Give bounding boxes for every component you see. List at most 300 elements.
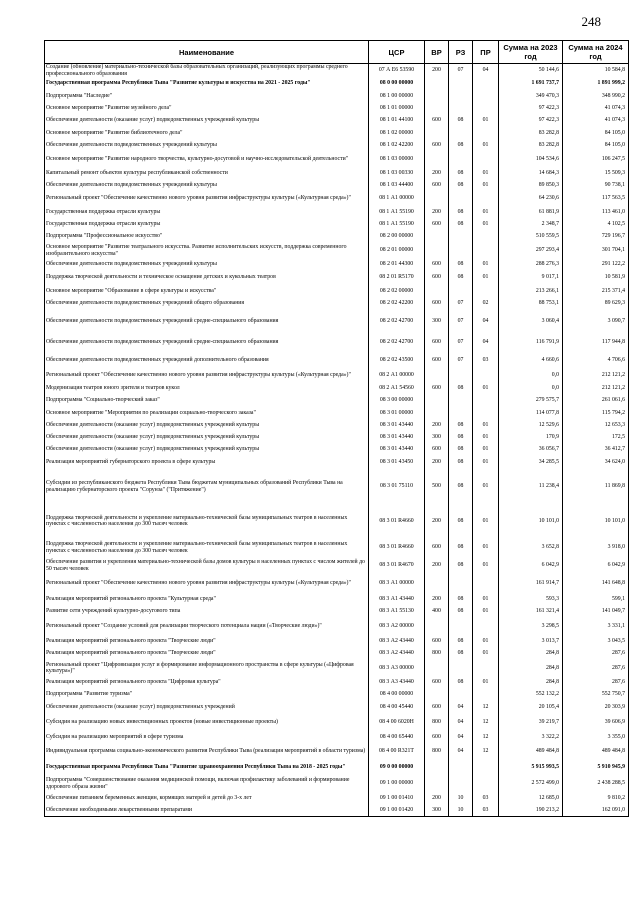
row-vr: 600: [425, 332, 449, 353]
row-rz: 08: [449, 469, 473, 504]
row-sum-2024: 36 412,7: [563, 443, 629, 456]
table-row: [45, 714, 629, 731]
row-sum-2023: 97 422,3: [499, 114, 563, 127]
row-sum-2024: 291 122,2: [563, 258, 629, 270]
row-pr: 01: [473, 167, 499, 179]
row-name: Государственная поддержка отрасли культуры: [45, 218, 369, 230]
table-row: [45, 635, 629, 647]
row-sum-2023: 3 322,2: [499, 731, 563, 743]
row-pr: [473, 243, 499, 258]
row-sum-2023: 297 293,4: [499, 243, 563, 258]
table-row: [45, 574, 629, 593]
row-rz: 08: [449, 258, 473, 270]
row-csr: 08 2 А1 54560: [369, 382, 425, 394]
row-rz: 07: [449, 297, 473, 310]
table-row: [45, 285, 629, 297]
row-csr: 09 1 00 00000: [369, 775, 425, 792]
header-csr: ЦСР: [369, 41, 425, 64]
row-pr: 01: [473, 538, 499, 557]
row-vr: [425, 77, 449, 90]
row-vr: [425, 660, 449, 676]
row-name: Субсидия на реализацию новых инвестиционных проектов (новые инвестиционные проекты): [45, 714, 369, 731]
row-rz: 08: [449, 114, 473, 127]
row-sum-2023: 114 077,8: [499, 407, 563, 419]
row-vr: 800: [425, 647, 449, 660]
row-csr: 08 1 02 42200: [369, 139, 425, 152]
table-row: [45, 443, 629, 456]
row-sum-2023: 552 132,2: [499, 688, 563, 700]
row-csr: 08 3 А1 00000: [369, 574, 425, 593]
row-sum-2024: 84 105,0: [563, 139, 629, 152]
row-pr: 01: [473, 270, 499, 285]
row-rz: [449, 368, 473, 382]
row-name: Подпрограмма "Совершенствование оказания медицинской помощи, включая профилактику заболеваний и формирование здорового образа жизни": [45, 775, 369, 792]
row-name: Государственная программа Республики Тыва "Развитие здравоохранения Республики Тыва на 2018 - 2025 годы": [45, 759, 369, 775]
row-vr: 600: [425, 258, 449, 270]
row-vr: 600: [425, 297, 449, 310]
row-sum-2024: 117 944,8: [563, 332, 629, 353]
row-sum-2024: 489 484,8: [563, 743, 629, 759]
row-name: Основное мероприятие "Мероприятия по реализации социально-творческого заказа": [45, 407, 369, 419]
row-name: Обеспечение деятельности подведомственных учреждений дополнительного образования: [45, 353, 369, 368]
row-pr: 01: [473, 443, 499, 456]
row-sum-2024: 301 704,1: [563, 243, 629, 258]
row-sum-2023: 34 285,5: [499, 456, 563, 469]
table-row: [45, 647, 629, 660]
row-name: Основное мероприятие "Развитие народного творчества, культурно-досуговой и научно-исследовательской деятельности": [45, 152, 369, 167]
row-rz: [449, 285, 473, 297]
row-sum-2024: 34 624,0: [563, 456, 629, 469]
row-vr: 600: [425, 139, 449, 152]
table-row: [45, 270, 629, 285]
row-pr: 03: [473, 792, 499, 804]
row-sum-2024: 41 074,3: [563, 114, 629, 127]
row-sum-2024: 287,6: [563, 647, 629, 660]
table-body: [45, 64, 629, 817]
row-sum-2024: 89 629,3: [563, 297, 629, 310]
row-sum-2024: 15 509,3: [563, 167, 629, 179]
row-vr: 600: [425, 270, 449, 285]
row-rz: 08: [449, 206, 473, 218]
row-sum-2023: 36 056,7: [499, 443, 563, 456]
row-sum-2023: 2 572 499,0: [499, 775, 563, 792]
row-csr: 08 2 02 43500: [369, 353, 425, 368]
row-vr: 600: [425, 179, 449, 191]
row-vr: 800: [425, 743, 449, 759]
row-csr: 07 А Е6 53590: [369, 64, 425, 78]
row-pr: [473, 368, 499, 382]
row-csr: 08 3 00 00000: [369, 394, 425, 407]
row-sum-2023: 50 144,6: [499, 64, 563, 78]
row-sum-2023: 10 101,0: [499, 504, 563, 538]
row-name: Реализация мероприятий регионального проекта "Творческие люди": [45, 647, 369, 660]
row-rz: 04: [449, 700, 473, 714]
row-csr: 08 4 00 45440: [369, 700, 425, 714]
row-rz: 08: [449, 676, 473, 688]
row-sum-2023: 12 529,6: [499, 419, 563, 431]
table-row: [45, 775, 629, 792]
row-sum-2024: 348 990,2: [563, 90, 629, 102]
row-rz: [449, 660, 473, 676]
row-csr: 09 0 00 00000: [369, 759, 425, 775]
row-vr: 200: [425, 792, 449, 804]
row-csr: 08 2 01 44300: [369, 258, 425, 270]
row-pr: 12: [473, 731, 499, 743]
row-csr: 08 4 00 R321Т: [369, 743, 425, 759]
row-sum-2024: 3 331,1: [563, 618, 629, 635]
row-name: Реализация мероприятий регионального проекта "Культурная среда": [45, 593, 369, 605]
row-pr: 01: [473, 382, 499, 394]
row-rz: 08: [449, 456, 473, 469]
row-name: Основное мероприятие "Развитие театрального искусства. Развитие исполнительских искусств, поддержка современного изобразительного искусства": [45, 243, 369, 258]
row-csr: 08 2 01 00000: [369, 243, 425, 258]
row-name: Обеспечение развития и укрепления материально-технической базы домов культуры в населенных пунктах с числом жителей до 50 тысяч человек: [45, 557, 369, 574]
row-sum-2024: 1 891 999,2: [563, 77, 629, 90]
row-rz: 08: [449, 179, 473, 191]
row-name: Государственная программа Республики Тыва "Развитие культуры и искусства на 2021 - 2025 годы": [45, 77, 369, 90]
row-rz: [449, 230, 473, 243]
row-sum-2023: 83 282,8: [499, 127, 563, 139]
row-name: Обеспечение деятельности подведомственных учреждений средне-специального образования: [45, 332, 369, 353]
row-sum-2023: 5 915 993,5: [499, 759, 563, 775]
row-sum-2023: 64 230,6: [499, 191, 563, 206]
row-csr: 08 1 03 00330: [369, 167, 425, 179]
row-pr: [473, 775, 499, 792]
row-vr: 600: [425, 538, 449, 557]
row-pr: 01: [473, 419, 499, 431]
row-pr: 01: [473, 557, 499, 574]
row-sum-2024: 11 869,8: [563, 469, 629, 504]
row-name: Основное мероприятие "Развитие музейного дела": [45, 102, 369, 114]
row-name: Обеспечение необходимыми лекарственными препаратами: [45, 804, 369, 816]
row-sum-2023: 284,8: [499, 647, 563, 660]
table-row: [45, 206, 629, 218]
row-rz: 08: [449, 382, 473, 394]
row-pr: 01: [473, 469, 499, 504]
row-sum-2023: 3 013,7: [499, 635, 563, 647]
table-row: [45, 618, 629, 635]
row-vr: [425, 102, 449, 114]
table-row: [45, 469, 629, 504]
table-row: [45, 593, 629, 605]
table-row: [45, 353, 629, 368]
row-sum-2024: 3 355,0: [563, 731, 629, 743]
row-sum-2023: 3 298,5: [499, 618, 563, 635]
row-pr: 01: [473, 504, 499, 538]
row-sum-2023: 284,8: [499, 660, 563, 676]
row-csr: 08 2 01 R5170: [369, 270, 425, 285]
row-csr: 08 2 02 00000: [369, 285, 425, 297]
row-name: Развитие сети учреждений культурно-досугового типа: [45, 605, 369, 618]
row-csr: 08 3 А1 55130: [369, 605, 425, 618]
row-csr: 08 3 А1 43440: [369, 593, 425, 605]
table-row: [45, 368, 629, 382]
row-sum-2023: 39 219,7: [499, 714, 563, 731]
row-sum-2024: 3 918,0: [563, 538, 629, 557]
row-pr: [473, 759, 499, 775]
table-row: [45, 804, 629, 816]
row-rz: 08: [449, 419, 473, 431]
table-row: [45, 538, 629, 557]
row-name: Реализация мероприятий регионального проекта "Творческие люди": [45, 635, 369, 647]
row-pr: 01: [473, 114, 499, 127]
row-name: Обеспечение деятельности (оказание услуг) подведомственных учреждений культуры: [45, 431, 369, 443]
row-sum-2023: 279 575,7: [499, 394, 563, 407]
table-row: [45, 605, 629, 618]
row-vr: 300: [425, 804, 449, 816]
row-rz: [449, 394, 473, 407]
row-pr: 01: [473, 647, 499, 660]
row-csr: 09 1 00 01420: [369, 804, 425, 816]
header-pr: ПР: [473, 41, 499, 64]
row-sum-2024: 12 653,3: [563, 419, 629, 431]
row-rz: 08: [449, 218, 473, 230]
row-pr: [473, 127, 499, 139]
row-sum-2023: 0,0: [499, 382, 563, 394]
table-row: [45, 139, 629, 152]
row-sum-2024: 10 101,0: [563, 504, 629, 538]
row-csr: 09 1 00 01410: [369, 792, 425, 804]
row-csr: 08 3 01 43450: [369, 456, 425, 469]
table-row: [45, 77, 629, 90]
row-name: Субсидия на реализацию мероприятий в сфере туризма: [45, 731, 369, 743]
row-sum-2023: 161 321,4: [499, 605, 563, 618]
row-rz: [449, 574, 473, 593]
row-sum-2024: 20 303,9: [563, 700, 629, 714]
row-pr: 01: [473, 258, 499, 270]
row-csr: 08 2 А1 00000: [369, 368, 425, 382]
row-pr: 01: [473, 605, 499, 618]
table-row: [45, 759, 629, 775]
row-name: Модернизация театров юного зрителя и театров кукол: [45, 382, 369, 394]
row-name: Подпрограмма "Наследие": [45, 90, 369, 102]
row-vr: 200: [425, 419, 449, 431]
row-sum-2024: 10 581,9: [563, 270, 629, 285]
row-csr: 08 3 01 00000: [369, 407, 425, 419]
table-row: [45, 127, 629, 139]
row-sum-2023: 12 685,0: [499, 792, 563, 804]
row-rz: 08: [449, 557, 473, 574]
row-name: Обеспечение деятельности подведомственных учреждений культуры: [45, 139, 369, 152]
header-name: Наименование: [45, 41, 369, 64]
row-pr: 03: [473, 353, 499, 368]
row-rz: 08: [449, 167, 473, 179]
row-sum-2023: 116 791,9: [499, 332, 563, 353]
row-pr: 01: [473, 456, 499, 469]
table-row: [45, 114, 629, 127]
row-csr: 08 3 А3 00000: [369, 660, 425, 676]
row-sum-2023: 349 470,3: [499, 90, 563, 102]
row-name: Индивидуальная программа социально-экономического развития Республики Тыва (реализация мероприятий в области туризма): [45, 743, 369, 759]
row-sum-2023: 89 850,3: [499, 179, 563, 191]
row-pr: 01: [473, 635, 499, 647]
row-vr: 600: [425, 700, 449, 714]
row-vr: 200: [425, 206, 449, 218]
table-row: [45, 731, 629, 743]
row-rz: 10: [449, 792, 473, 804]
table-row: [45, 382, 629, 394]
row-vr: [425, 230, 449, 243]
row-vr: 600: [425, 731, 449, 743]
table-row: [45, 419, 629, 431]
row-csr: 08 3 01 43440: [369, 431, 425, 443]
row-csr: 08 3 01 R4670: [369, 557, 425, 574]
row-vr: 400: [425, 605, 449, 618]
row-sum-2024: 215 371,4: [563, 285, 629, 297]
row-sum-2023: 83 282,8: [499, 139, 563, 152]
table-row: [45, 431, 629, 443]
row-csr: 08 1 03 44400: [369, 179, 425, 191]
row-vr: 600: [425, 353, 449, 368]
row-rz: [449, 77, 473, 90]
row-pr: [473, 394, 499, 407]
row-name: Обеспечение деятельности (оказание услуг) подведомственных учреждений культуры: [45, 419, 369, 431]
table-row: [45, 310, 629, 332]
page-number: 248: [581, 14, 601, 29]
row-csr: 08 3 А2 43440: [369, 647, 425, 660]
row-rz: 08: [449, 635, 473, 647]
row-vr: [425, 574, 449, 593]
row-sum-2023: 489 484,8: [499, 743, 563, 759]
row-sum-2024: 212 121,2: [563, 368, 629, 382]
row-pr: [473, 152, 499, 167]
row-vr: 200: [425, 64, 449, 78]
row-sum-2023: 88 753,1: [499, 297, 563, 310]
row-pr: 04: [473, 310, 499, 332]
row-pr: 01: [473, 179, 499, 191]
row-vr: 800: [425, 714, 449, 731]
row-sum-2024: 90 738,1: [563, 179, 629, 191]
row-sum-2023: 213 266,1: [499, 285, 563, 297]
row-rz: 08: [449, 605, 473, 618]
table-row: [45, 167, 629, 179]
row-pr: 12: [473, 743, 499, 759]
row-pr: [473, 77, 499, 90]
row-sum-2024: 10 584,8: [563, 64, 629, 78]
row-sum-2024: 599,1: [563, 593, 629, 605]
row-rz: 07: [449, 353, 473, 368]
row-csr: 08 3 01 75110: [369, 469, 425, 504]
row-vr: 300: [425, 310, 449, 332]
row-rz: 08: [449, 647, 473, 660]
row-vr: [425, 152, 449, 167]
row-sum-2024: 106 247,5: [563, 152, 629, 167]
row-vr: 300: [425, 431, 449, 443]
row-csr: 08 1 02 00000: [369, 127, 425, 139]
row-rz: [449, 759, 473, 775]
table-row: [45, 394, 629, 407]
row-rz: 10: [449, 804, 473, 816]
row-sum-2024: 729 196,7: [563, 230, 629, 243]
row-sum-2024: 172,5: [563, 431, 629, 443]
row-name: Обеспечение деятельности подведомственных учреждений средне-специального образования: [45, 310, 369, 332]
row-name: Подпрограмма "Развитие туризма": [45, 688, 369, 700]
row-sum-2024: 162 091,0: [563, 804, 629, 816]
row-csr: 08 3 01 R4660: [369, 538, 425, 557]
row-sum-2024: 3 090,7: [563, 310, 629, 332]
row-vr: 200: [425, 593, 449, 605]
row-vr: 200: [425, 456, 449, 469]
row-sum-2024: 5 910 945,9: [563, 759, 629, 775]
row-name: Подпрограмма "Социально-творческий заказ": [45, 394, 369, 407]
table-row: [45, 179, 629, 191]
row-rz: [449, 618, 473, 635]
row-vr: [425, 688, 449, 700]
row-name: Реализация мероприятий губернаторского проекта в сфере культуры: [45, 456, 369, 469]
row-sum-2024: 9 810,2: [563, 792, 629, 804]
row-pr: 01: [473, 139, 499, 152]
row-rz: 04: [449, 743, 473, 759]
row-sum-2023: 104 534,6: [499, 152, 563, 167]
row-pr: [473, 102, 499, 114]
row-csr: 08 3 А3 43440: [369, 676, 425, 688]
row-rz: [449, 90, 473, 102]
row-name: Региональный проект "Цифровизация услуг и формирование информационного пространства в сфере культуры («Цифровая культура»)": [45, 660, 369, 676]
row-rz: 08: [449, 593, 473, 605]
row-sum-2023: 20 105,4: [499, 700, 563, 714]
row-pr: 04: [473, 332, 499, 353]
row-csr: 08 1 А1 55190: [369, 218, 425, 230]
row-name: Региональный проект "Создание условий для реализации творческого потенциала нации («Творческие люди»)": [45, 618, 369, 635]
row-vr: 600: [425, 218, 449, 230]
row-sum-2024: 212 121,2: [563, 382, 629, 394]
row-sum-2024: 117 563,5: [563, 191, 629, 206]
row-name: Создание (обновление) материально-технической базы образовательных организаций, реализующих программы среднего профессионального образования: [45, 64, 369, 78]
row-name: Капитальный ремонт объектов культуры республиканской собственности: [45, 167, 369, 179]
row-name: Реализация мероприятий регионального проекта "Цифровая культура": [45, 676, 369, 688]
table-row: [45, 504, 629, 538]
row-sum-2023: 9 017,1: [499, 270, 563, 285]
row-pr: 01: [473, 218, 499, 230]
table-row: [45, 243, 629, 258]
row-name: Обеспечение деятельности (оказание услуг) подведомственных учреждений культуры: [45, 114, 369, 127]
row-sum-2023: 3 060,4: [499, 310, 563, 332]
row-rz: 04: [449, 731, 473, 743]
row-pr: [473, 574, 499, 593]
row-sum-2024: 261 061,6: [563, 394, 629, 407]
row-rz: [449, 688, 473, 700]
row-vr: [425, 90, 449, 102]
row-rz: 08: [449, 270, 473, 285]
table-row: [45, 332, 629, 353]
row-sum-2023: 61 881,9: [499, 206, 563, 218]
row-sum-2024: 141 648,8: [563, 574, 629, 593]
table-row: [45, 297, 629, 310]
row-sum-2023: 4 660,6: [499, 353, 563, 368]
row-sum-2024: 39 606,9: [563, 714, 629, 731]
row-csr: 08 3 А2 00000: [369, 618, 425, 635]
row-sum-2024: 287,6: [563, 660, 629, 676]
row-csr: 08 3 А2 43440: [369, 635, 425, 647]
row-name: Обеспечение питанием беременных женщин, кормящих матерей и детей до 3-х лет: [45, 792, 369, 804]
row-rz: 07: [449, 332, 473, 353]
row-name: Основное мероприятие "Образование в сфере культуры и искусства": [45, 285, 369, 297]
table-row: [45, 191, 629, 206]
row-sum-2024: 141 049,7: [563, 605, 629, 618]
row-name: Региональный проект "Обеспечение качественно нового уровня развития инфраструктуры культуры («Культурная среда»)": [45, 574, 369, 593]
row-sum-2024: 4 706,6: [563, 353, 629, 368]
row-vr: [425, 759, 449, 775]
table-row: [45, 792, 629, 804]
row-rz: [449, 775, 473, 792]
row-rz: 07: [449, 310, 473, 332]
row-csr: 08 4 00 00000: [369, 688, 425, 700]
row-rz: 08: [449, 431, 473, 443]
row-rz: 07: [449, 64, 473, 78]
row-csr: 08 2 00 00000: [369, 230, 425, 243]
table-row: [45, 700, 629, 714]
row-rz: 08: [449, 504, 473, 538]
